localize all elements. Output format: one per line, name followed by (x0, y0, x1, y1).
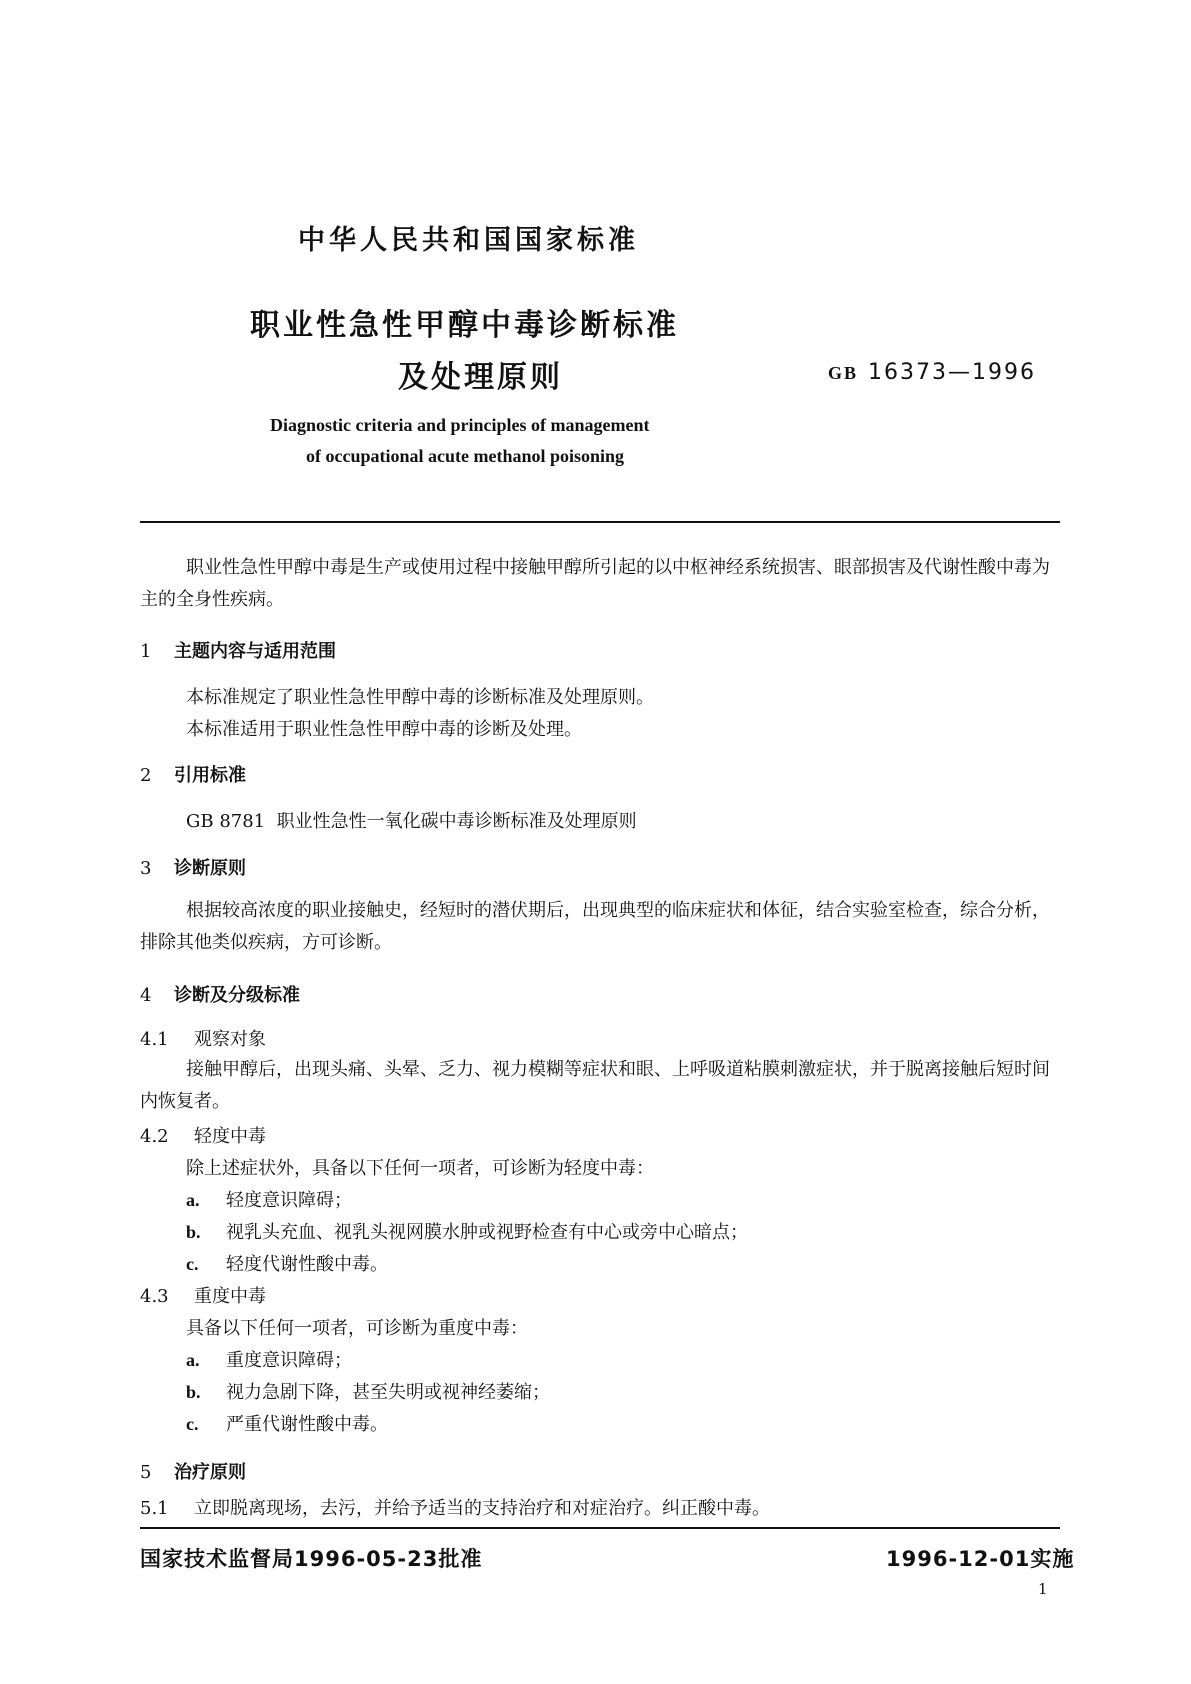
english-title-line-2: of occupational acute methanol poisoning (306, 446, 625, 466)
section-title: 引用标准 (174, 765, 246, 786)
subsection-4-3-intro: 具备以下任何一项者，可诊断为重度中毒： (186, 1318, 528, 1339)
document-title-line-1: 职业性急性甲醇中毒诊断标准 (250, 308, 679, 343)
subsection-5-1 (140, 1494, 770, 1520)
section-1-line-1: 本标准规定了职业性急性甲醇中毒的诊断标准及处理原则。 (186, 687, 654, 708)
item-text: 视乳头充血、视乳头视网膜水肿或视野检查有中心或旁中心暗点； (226, 1222, 748, 1243)
subsection-4-1-heading (140, 1025, 266, 1051)
section-5-heading (140, 1458, 246, 1484)
item-label: a. (186, 1190, 200, 1210)
item-label: c. (186, 1254, 199, 1274)
item-label: b. (186, 1222, 201, 1242)
list-item (186, 1346, 352, 1372)
list-item (186, 1410, 388, 1436)
english-title-line-1: Diagnostic criteria and principles of management (270, 415, 650, 435)
approval-date: 国家技术监督局1996-05-23批准 (140, 1547, 483, 1571)
item-text: 严重代谢性酸中毒。 (226, 1414, 388, 1435)
document-title-line-2: 及处理原则 (398, 360, 563, 395)
section-number: 5 (140, 1462, 152, 1483)
subsection-4-2-heading (140, 1122, 266, 1148)
subsection-title: 轻度中毒 (194, 1126, 266, 1147)
section-number: 1 (140, 641, 152, 662)
subsection-4-3-heading (140, 1282, 266, 1308)
subsection-number: 5.1 (140, 1498, 169, 1519)
list-item (186, 1250, 388, 1276)
section-title: 诊断原则 (174, 858, 246, 879)
section-title: 治疗原则 (174, 1462, 246, 1483)
footer-divider (140, 1527, 1060, 1529)
page-number: 1 (1038, 1580, 1048, 1598)
subsection-number: 4.2 (140, 1126, 169, 1147)
section-2-heading (140, 761, 246, 787)
national-standard-heading: 中华人民共和国国家标准 (298, 225, 639, 256)
list-item (186, 1378, 550, 1404)
subsection-4-1-paragraph: 接触甲醇后，出现头痛、头晕、乏力、视力模糊等症状和眼、上呼吸道粘膜刺激症状，并于脱离接触后短时间内恢复者。 (140, 1059, 1050, 1112)
section-number: 2 (140, 765, 152, 786)
section-title: 诊断及分级标准 (174, 985, 300, 1006)
header-divider (140, 521, 1060, 523)
section-2-reference: GB 8781 职业性急性一氧化碳中毒诊断标准及处理原则 (186, 811, 637, 832)
subsection-title: 重度中毒 (194, 1286, 266, 1307)
item-text: 重度意识障碍； (226, 1350, 352, 1371)
item-text: 轻度代谢性酸中毒。 (226, 1254, 388, 1275)
section-3-heading (140, 854, 246, 880)
item-label: a. (186, 1350, 200, 1370)
section-4-heading (140, 981, 300, 1007)
implementation-date: 1996-12-01实施 (886, 1547, 1075, 1571)
item-label: c. (186, 1414, 199, 1434)
section-title: 主题内容与适用范围 (174, 641, 336, 662)
item-text: 视力急剧下降，甚至失明或视神经萎缩； (226, 1382, 550, 1403)
list-item (186, 1186, 352, 1212)
section-number: 3 (140, 858, 152, 879)
section-1-heading (140, 637, 336, 663)
item-label: b. (186, 1382, 201, 1402)
standard-code (828, 360, 1036, 385)
section-1-line-2: 本标准适用于职业性急性甲醇中毒的诊断及处理。 (186, 719, 582, 740)
section-3-paragraph: 根据较高浓度的职业接触史，经短时的潜伏期后，出现典型的临床症状和体征，结合实验室检查，综合分析，排除其他类似疾病，方可诊断。 (140, 900, 1050, 953)
standard-code-prefix: GB (828, 363, 859, 383)
intro-paragraph: 职业性急性甲醇中毒是生产或使用过程中接触甲醇所引起的以中枢神经系统损害、眼部损害及代谢性酸中毒为主的全身性疾病。 (140, 557, 1050, 610)
standard-code-number: 16373—1996 (868, 360, 1036, 385)
subsection-title: 观察对象 (194, 1029, 266, 1050)
subsection-text: 立即脱离现场，去污，并给予适当的支持治疗和对症治疗。纠正酸中毒。 (194, 1498, 770, 1519)
item-text: 轻度意识障碍； (226, 1190, 352, 1211)
subsection-number: 4.3 (140, 1286, 169, 1307)
list-item (186, 1218, 748, 1244)
subsection-number: 4.1 (140, 1029, 169, 1050)
subsection-4-2-intro: 除上述症状外，具备以下任何一项者，可诊断为轻度中毒： (186, 1158, 654, 1179)
section-number: 4 (140, 985, 152, 1006)
